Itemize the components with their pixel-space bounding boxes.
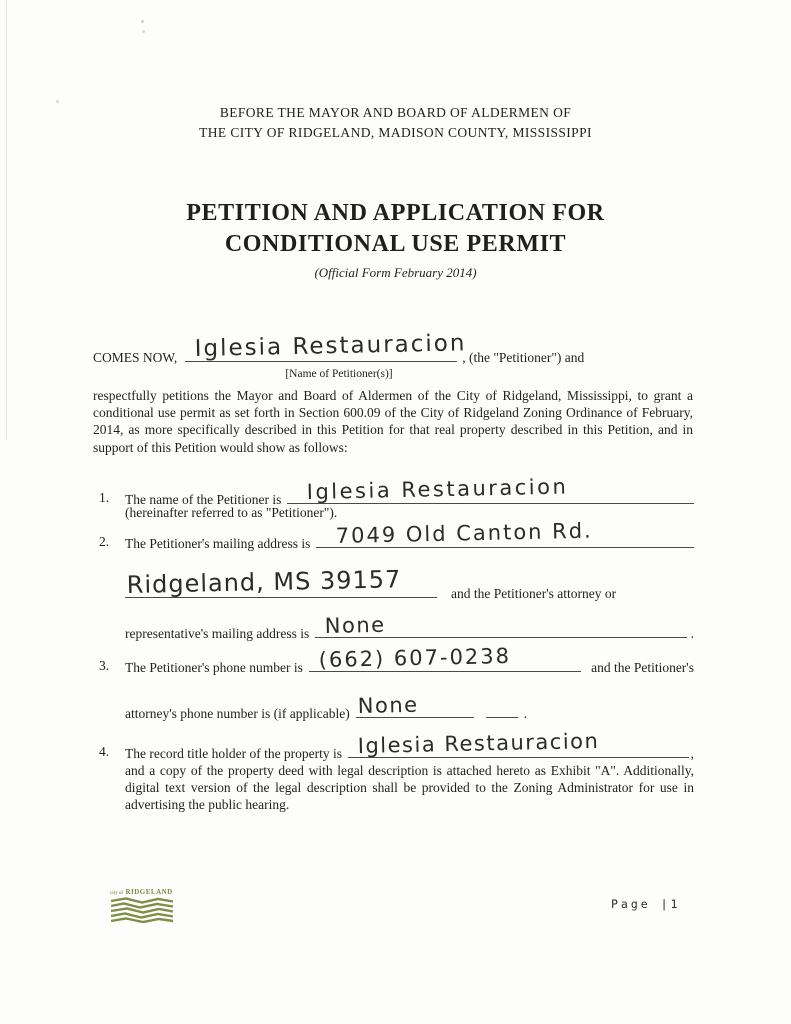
item3-mid-text: and the Petitioner's — [591, 660, 694, 675]
item3-label: The Petitioner's phone number is — [125, 660, 303, 675]
title-line2: CONDITIONAL USE PERMIT — [224, 231, 567, 257]
logo-name-text: RIDGELAND — [125, 888, 173, 896]
item4-continuation-text: and a copy of the property deed with legal description is attached hereto as Exhibit "A". Additionally, digital text version of the legal description shall be provided to the Zoning Administrator for use in advertising the public hearing. — [125, 763, 694, 813]
item3-phone-blank — [309, 643, 581, 672]
petition-intro-paragraph: respectfully petitions the Mayor and Board of Aldermen of the City of Ridgeland, Mississippi, to grant a conditional use permit as set forth in Section 600.09 of the City of Ridgeland Zoning Ordinance of February, 2014, as more specifically described in this Petition for that real property described in this Petition, and in support of this Petition would show as follows: — [93, 388, 693, 455]
court-header-line2: THE CITY OF RIDGELAND, MADISON COUNTY, MISSISSIPPI — [199, 125, 592, 140]
item-number: 3. — [99, 658, 110, 673]
item2-mid-text: and the Petitioner's attorney or — [451, 586, 617, 601]
name-of-petitioner-caption: [Name of Petitioner(s)] — [285, 368, 393, 380]
item4-label: The record title holder of the property is — [125, 746, 343, 761]
logo-wave-emblem — [110, 897, 174, 923]
item1-label: The name of the Petitioner is — [125, 492, 282, 507]
logo-small-text: city of — [110, 891, 124, 896]
item3-short-blank — [486, 702, 518, 718]
petition-item-3 — [93, 643, 694, 722]
comes-now-suffix: , (the "Petitioner") and — [462, 350, 585, 365]
item-number: 1. — [99, 490, 110, 505]
document-title-block — [0, 198, 791, 281]
petitioner-name-blank — [185, 330, 467, 362]
scan-speck — [141, 20, 144, 23]
item2-label2: representative's mailing address is — [125, 626, 310, 641]
item2-city-handwriting: Ridgeland, MS 39157 — [126, 565, 402, 599]
item2-address-blank — [316, 518, 694, 548]
item3-phone-handwriting: (662) 607-0238 — [318, 643, 512, 672]
court-header-line1: BEFORE THE MAYOR AND BOARD OF ALDERMEN OF — [219, 105, 572, 120]
item-number: 4. — [99, 744, 110, 759]
petition-item-4 — [93, 728, 694, 832]
item2-rep-blank — [315, 612, 686, 638]
court-header — [0, 103, 791, 143]
item4-comma: , — [690, 746, 694, 761]
page-number-label: Page |1 — [611, 897, 681, 911]
item1-blank — [287, 474, 694, 504]
item2-end-punctuation: . — [690, 626, 694, 641]
title-line1: PETITION AND APPLICATION FOR — [186, 200, 605, 226]
item1-handwriting: Iglesia Restauracion — [306, 474, 569, 504]
item3-attorney-phone-handwriting: None — [357, 692, 419, 718]
form-version-note: (Official Form February 2014) — [314, 265, 477, 280]
item-number: 2. — [99, 534, 110, 549]
comes-now-label: COMES NOW, — [93, 350, 178, 365]
item4-titleholder-handwriting: Iglesia Restauracion — [357, 728, 600, 758]
petition-item-2 — [93, 518, 694, 644]
item2-label: The Petitioner's mailing address is — [125, 536, 311, 551]
document-title — [0, 198, 791, 260]
scan-speck — [142, 30, 145, 33]
item2-city-blank — [125, 565, 437, 599]
city-of-ridgeland-logo — [110, 888, 180, 923]
item3-label2: attorney's phone number is (if applicable) — [125, 706, 350, 721]
petitioner-name-handwriting: Iglesia Restauracion — [194, 330, 467, 362]
item3-attorney-phone-blank — [356, 692, 474, 718]
item3-end-punctuation: . — [523, 706, 528, 721]
item2-rep-handwriting: None — [324, 612, 387, 638]
item1-suffix: (hereinafter referred to as "Petitioner"). — [125, 505, 338, 520]
item2-address-handwriting: 7049 Old Canton Rd. — [335, 518, 594, 548]
item4-titleholder-blank — [348, 728, 689, 758]
logo-wordmark — [110, 888, 180, 896]
